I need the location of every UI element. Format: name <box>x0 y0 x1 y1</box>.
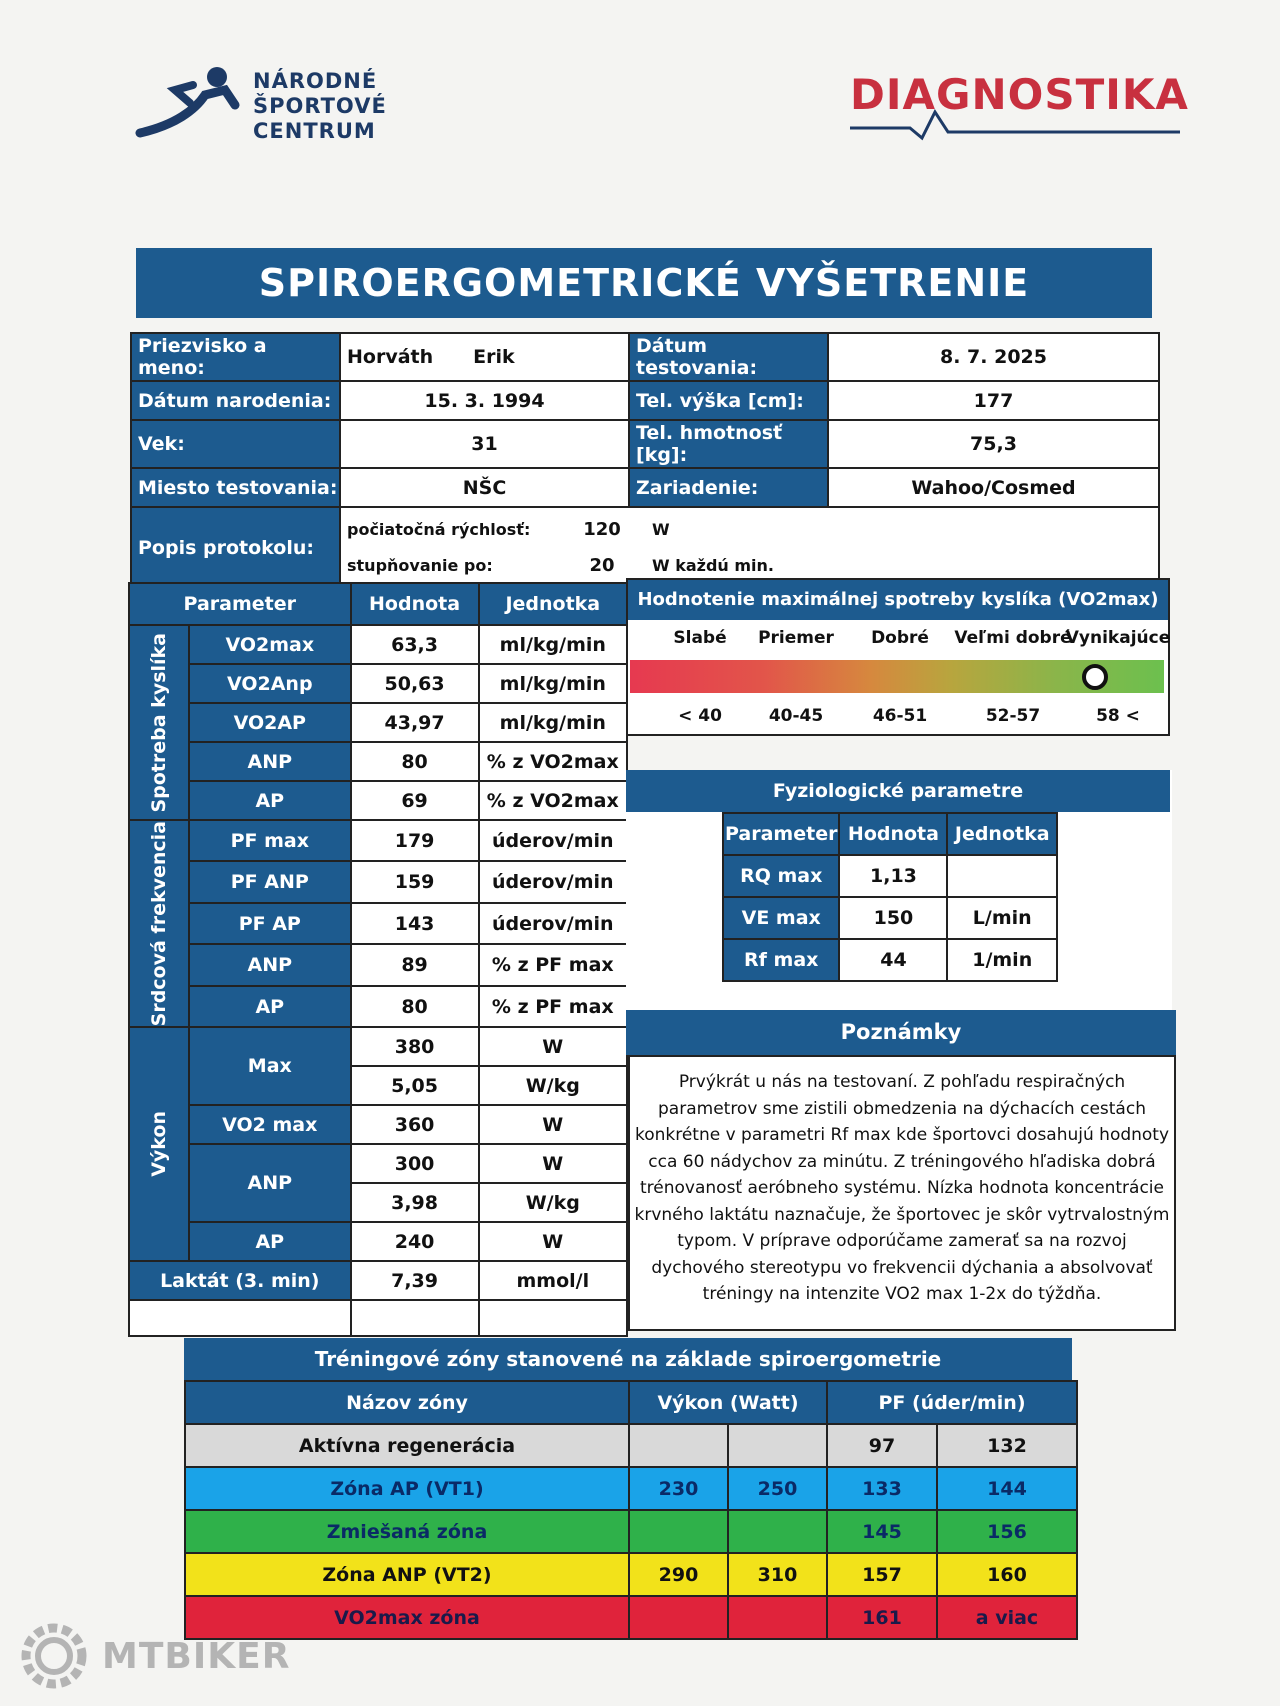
param-unit: ml/kg/min <box>479 703 627 742</box>
start-value: 120 <box>583 519 621 540</box>
lactate-unit: mmol/l <box>479 1261 627 1300</box>
zone-hr-from: 133 <box>827 1467 937 1510</box>
zone-power-from <box>629 1510 728 1553</box>
group-heart-rate-label: Srdcová frekvencia <box>148 821 170 1027</box>
group-heart-rate <box>129 820 189 1027</box>
zones-header-power: Výkon (Watt) <box>629 1381 827 1424</box>
rating-category: Priemer <box>758 628 834 648</box>
fyz-param: RQ max <box>723 855 839 897</box>
param-unit: % z VO2max <box>479 781 627 820</box>
nsc-logo <box>135 65 405 150</box>
rating-range: 46-51 <box>872 706 928 726</box>
param-unit: W <box>479 1222 627 1261</box>
place-label: Miesto testovania: <box>131 468 340 507</box>
fyz-value: 1,13 <box>839 855 947 897</box>
group-oxygen-label: Spotreba kyslíka <box>148 632 170 813</box>
rating-category: Veľmi dobré <box>954 628 1072 648</box>
zone-name: Zóna ANP (VT2) <box>185 1553 629 1596</box>
param-unit: W/kg <box>479 1066 627 1105</box>
param-unit: W <box>479 1144 627 1183</box>
age-label: Vek: <box>131 420 340 468</box>
rating-range: < 40 <box>678 706 722 726</box>
protocol-value <box>340 507 1159 589</box>
test-date-label: Dátum testovania: <box>629 333 828 381</box>
fyz-unit: 1/min <box>947 939 1057 981</box>
zone-row <box>185 1467 1077 1510</box>
param-value: 63,3 <box>351 625 479 664</box>
zone-power-from <box>629 1596 728 1639</box>
rating-title: Hodnotenie maximálnej spotreby kyslíka (VO2max) <box>628 580 1168 620</box>
param-unit: úderov/min <box>479 903 627 944</box>
start-unit: W <box>652 520 670 539</box>
test-date-value: 8. 7. 2025 <box>828 333 1159 381</box>
zone-hr-from: 145 <box>827 1510 937 1553</box>
step-label: stupňovanie po: <box>347 556 493 575</box>
params-header-parameter: Parameter <box>129 583 351 625</box>
param-name: PF ANP <box>189 861 351 902</box>
zone-hr-to: 160 <box>937 1553 1077 1596</box>
zone-power-to: 250 <box>728 1467 827 1510</box>
zone-hr-to: 156 <box>937 1510 1077 1553</box>
rating-category: Dobré <box>871 628 929 648</box>
weight-label: Tel. hmotnosť [kg]: <box>629 420 828 468</box>
diagnostika-logo: DIAGNOSTIKA <box>850 70 1189 119</box>
param-unit: W <box>479 1027 627 1066</box>
param-value: 159 <box>351 861 479 902</box>
param-value: 179 <box>351 820 479 861</box>
param-name: ANP <box>189 742 351 781</box>
zone-row <box>185 1424 1077 1467</box>
empty-cell <box>479 1300 627 1336</box>
protocol-label: Popis protokolu: <box>131 507 340 589</box>
zone-name: Zóna AP (VT1) <box>185 1467 629 1510</box>
vo2max-rating <box>626 578 1170 736</box>
param-name: ANP <box>189 1144 351 1222</box>
name-label: Priezvisko a meno: <box>131 333 340 381</box>
zone-hr-to: 132 <box>937 1424 1077 1467</box>
zone-power-to <box>728 1596 827 1639</box>
param-name: VO2Anp <box>189 664 351 703</box>
zone-name: VO2max zóna <box>185 1596 629 1639</box>
step-value: 20 <box>589 555 615 576</box>
param-value: 300 <box>351 1144 479 1183</box>
parameters-table <box>128 582 628 1337</box>
zone-row <box>185 1596 1077 1639</box>
zone-power-to <box>728 1424 827 1467</box>
param-value: 5,05 <box>351 1066 479 1105</box>
param-value: 360 <box>351 1105 479 1144</box>
rating-range: 40-45 <box>768 706 824 726</box>
zone-hr-from: 161 <box>827 1596 937 1639</box>
param-unit: % z PF max <box>479 986 627 1027</box>
param-unit: W <box>479 1105 627 1144</box>
params-header-value: Hodnota <box>351 583 479 625</box>
param-value: 240 <box>351 1222 479 1261</box>
zones-header-name: Názov zóny <box>185 1381 629 1424</box>
param-value: 3,98 <box>351 1183 479 1222</box>
param-unit: % z PF max <box>479 944 627 985</box>
step-unit: W každú min. <box>652 556 775 575</box>
rating-marker <box>1082 664 1108 690</box>
rating-range: 52-57 <box>985 706 1041 726</box>
param-unit: ml/kg/min <box>479 625 627 664</box>
birth-label: Dátum narodenia: <box>131 381 340 420</box>
zone-row <box>185 1510 1077 1553</box>
firstname: Erik <box>473 346 515 368</box>
zone-power-to: 310 <box>728 1553 827 1596</box>
nsc-logo-line: ŠPORTOVÉ <box>253 94 387 118</box>
zone-hr-to: 144 <box>937 1467 1077 1510</box>
notes-text: Prvýkrát u nás na testovaní. Z pohľadu respiračných parametrov sme zistili obmedzenia na dýchacích cestách konkrétne v parametri Rf max kde športovci dosahujú hodnoty cca 60 nádychov za minútu. Z tréningového hľadiska dobrá trénovanosť aeróbneho systému. Nízka hodnota koncentrácie krvného laktátu naznačuje, že športovec je skôr vytrvalostným typom. V príprave odporúčame zamerať sa na rozvoj dychového stereotypu vo frekvencii dýchania a absolvovať tréningy na intenzite VO2 max 1-2x do týždňa. <box>628 1055 1176 1331</box>
lactate-value: 7,39 <box>351 1261 479 1300</box>
birth-value: 15. 3. 1994 <box>340 381 629 420</box>
fyz-header: Hodnota <box>839 813 947 855</box>
group-oxygen <box>129 625 189 820</box>
fyz-header: Jednotka <box>947 813 1057 855</box>
height-label: Tel. výška [cm]: <box>629 381 828 420</box>
zones-header-hr: PF (úder/min) <box>827 1381 1077 1424</box>
zone-hr-to: a viac <box>937 1596 1077 1639</box>
zones-table <box>184 1380 1078 1640</box>
param-name: AP <box>189 1222 351 1261</box>
page-title: SPIROERGOMETRICKÉ VYŠETRENIE <box>136 248 1152 318</box>
nsc-logo-line: NÁRODNÉ <box>253 69 378 93</box>
param-value: 50,63 <box>351 664 479 703</box>
param-name: PF max <box>189 820 351 861</box>
param-name: AP <box>189 986 351 1027</box>
param-name: Max <box>189 1027 351 1105</box>
param-name: ANP <box>189 944 351 985</box>
rating-range: 58 < <box>1096 706 1140 726</box>
fyz-header: Parameter <box>723 813 839 855</box>
param-unit: W/kg <box>479 1183 627 1222</box>
zones-title: Tréningové zóny stanovené na základe spiroergometrie <box>184 1338 1072 1380</box>
fyz-param: Rf max <box>723 939 839 981</box>
pulse-line-icon <box>850 108 1180 142</box>
param-value: 80 <box>351 742 479 781</box>
fyz-value: 150 <box>839 897 947 939</box>
fyz-unit <box>947 855 1057 897</box>
param-value: 80 <box>351 986 479 1027</box>
zone-power-from: 290 <box>629 1553 728 1596</box>
weight-value: 75,3 <box>828 420 1159 468</box>
rating-category: Slabé <box>673 628 727 648</box>
param-name: PF AP <box>189 903 351 944</box>
param-value: 380 <box>351 1027 479 1066</box>
param-value: 43,97 <box>351 703 479 742</box>
param-unit: % z VO2max <box>479 742 627 781</box>
start-label: počiatočná rýchlosť: <box>347 520 531 539</box>
nsc-logo-line: CENTRUM <box>253 119 376 143</box>
param-name: AP <box>189 781 351 820</box>
zone-power-to <box>728 1510 827 1553</box>
personal-info-table <box>130 332 1160 590</box>
watermark: MTBIKER <box>102 1636 291 1677</box>
param-name: VO2AP <box>189 703 351 742</box>
param-value: 143 <box>351 903 479 944</box>
age-value: 31 <box>340 420 629 468</box>
zone-hr-from: 157 <box>827 1553 937 1596</box>
fyz-value: 44 <box>839 939 947 981</box>
fyz-unit: L/min <box>947 897 1057 939</box>
param-value: 89 <box>351 944 479 985</box>
device-label: Zariadenie: <box>629 468 828 507</box>
rating-category: Vynikajúce <box>1065 628 1171 648</box>
zone-name: Zmiešaná zóna <box>185 1510 629 1553</box>
param-unit: úderov/min <box>479 820 627 861</box>
device-value: Wahoo/Cosmed <box>828 468 1159 507</box>
fyz-table <box>722 812 1058 982</box>
zone-hr-from: 97 <box>827 1424 937 1467</box>
name-value <box>340 333 629 381</box>
empty-cell <box>129 1300 351 1336</box>
place-value: NŠC <box>340 468 629 507</box>
param-value: 69 <box>351 781 479 820</box>
zone-power-from: 230 <box>629 1467 728 1510</box>
param-unit: úderov/min <box>479 861 627 902</box>
param-name: VO2max <box>189 625 351 664</box>
runner-icon <box>135 65 250 145</box>
fyz-title: Fyziologické parametre <box>626 770 1170 812</box>
params-header-unit: Jednotka <box>479 583 627 625</box>
fyz-param: VE max <box>723 897 839 939</box>
lactate-label: Laktát (3. min) <box>129 1261 351 1300</box>
height-value: 177 <box>828 381 1159 420</box>
param-name: VO2 max <box>189 1105 351 1144</box>
param-unit: ml/kg/min <box>479 664 627 703</box>
zone-row <box>185 1553 1077 1596</box>
zone-power-from <box>629 1424 728 1467</box>
surname: Horváth <box>347 346 434 368</box>
empty-cell <box>351 1300 479 1336</box>
group-power-label: Výkon <box>148 1111 170 1178</box>
group-power <box>129 1027 189 1261</box>
notes-title: Poznámky <box>626 1010 1176 1055</box>
gear-icon <box>18 1620 90 1692</box>
zone-name: Aktívna regenerácia <box>185 1424 629 1467</box>
